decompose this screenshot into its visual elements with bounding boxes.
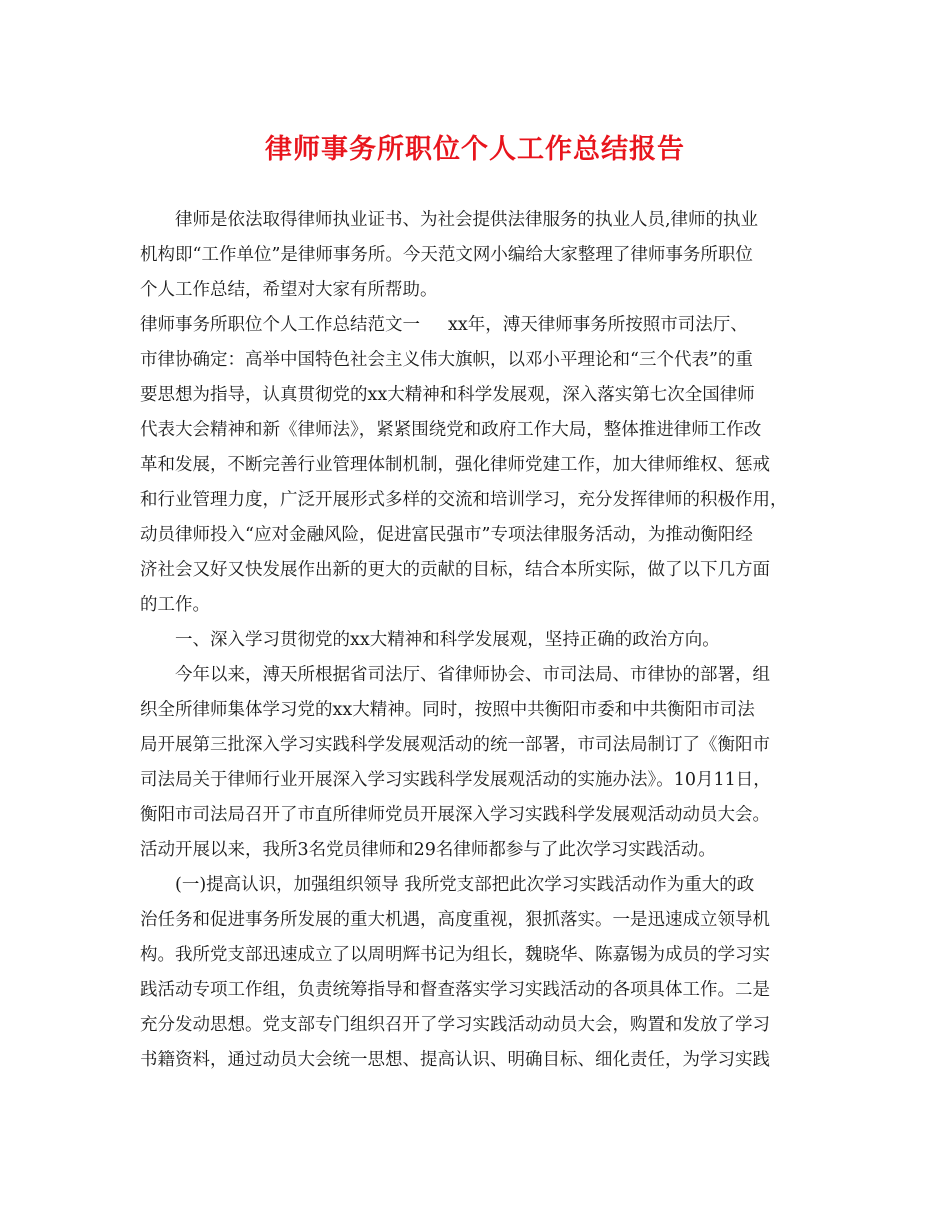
paragraph-line: 局开展第三批深入学习实践科学发展观活动的统一部署，市司法局制订了《衡阳市	[140, 735, 770, 755]
paragraph-line: 和行业管理力度，广泛开展形式多样的交流和培训学习，充分发挥律师的积极作用，	[140, 490, 788, 510]
paragraph-line: 书籍资料，通过动员大会统一思想、提高认识、明确目标、细化责任，为学习实践	[140, 1050, 770, 1070]
document-title: 律师事务所职位个人工作总结报告	[265, 134, 685, 165]
paragraph-line: 织全所律师集体学习党的xx大精神。同时，按照中共衡阳市委和中共衡阳市司法	[140, 700, 755, 720]
paragraph-line: 构。我所党支部迅速成立了以周明辉书记为组长，魏晓华、陈嘉锡为成员的学习实	[140, 945, 770, 965]
document-body	[140, 203, 825, 1078]
paragraph-text: xx年，溥天律师事务所按照市司法厅、	[448, 315, 748, 335]
paragraph-line: 市律协确定：高举中国特色社会主义伟大旗帜，以邓小平理论和“三个代表”的重	[140, 350, 753, 370]
paragraph-line: 的工作。	[140, 595, 210, 615]
paragraph-line: 一、深入学习贯彻党的xx大精神和科学发展观，坚持正确的政治方向。	[175, 630, 720, 650]
paragraph-line: 今年以来，溥天所根据省司法厅、省律师协会、市司法局、市律协的部署，组	[175, 665, 770, 685]
paragraph-line: 济社会又好又快发展作出新的更大的贡献的目标，结合本所实际，做了以下几方面	[140, 560, 770, 580]
paragraph-line: 机构即“工作单位”是律师事务所。今天范文网小编给大家整理了律师事务所职位	[140, 245, 753, 265]
paragraph-line: 个人工作总结，希望对大家有所帮助。	[140, 280, 438, 300]
paragraph-line: 践活动专项工作组，负责统筹指导和督查落实学习实践活动的各项具体工作。二是	[140, 980, 770, 1000]
section-heading: 律师事务所职位个人工作总结范文一	[140, 315, 420, 335]
paragraph-line: 革和发展，不断完善行业管理体制机制，强化律师党建工作，加大律师维权、惩戒	[140, 455, 770, 475]
paragraph-line: 充分发动思想。党支部专门组织召开了学习实践活动动员大会，购置和发放了学习	[140, 1015, 770, 1035]
paragraph-line: 律师是依法取得律师执业证书、为社会提供法律服务的执业人员,律师的执业	[175, 210, 759, 230]
paragraph-line: 要思想为指导，认真贯彻党的xx大精神和科学发展观，深入落实第七次全国律师	[140, 385, 755, 405]
paragraph-line: (一)提高认识，加强组织领导 我所党支部把此次学习实践活动作为重大的政	[175, 875, 755, 895]
paragraph-line: 活动开展以来，我所3名党员律师和29名律师都参与了此次学习实践活动。	[140, 840, 716, 860]
paragraph-line: 司法局关于律师行业开展深入学习实践科学发展观活动的实施办法》。10月11日，	[140, 770, 771, 790]
paragraph-line-heading	[140, 308, 825, 343]
paragraph-line: 代表大会精神和新《律师法》，紧紧围绕党和政府工作大局，整体推进律师工作改	[140, 420, 762, 440]
paragraph-line: 动员律师投入“应对金融风险，促进富民强市”专项法律服务活动，为推动衡阳经	[140, 525, 753, 545]
paragraph-line: 治任务和促进事务所发展的重大机遇，高度重视，狠抓落实。一是迅速成立领导机	[140, 910, 770, 930]
paragraph-line: 衡阳市司法局召开了市直所律师党员开展深入学习实践科学发展观活动动员大会。	[140, 805, 770, 825]
